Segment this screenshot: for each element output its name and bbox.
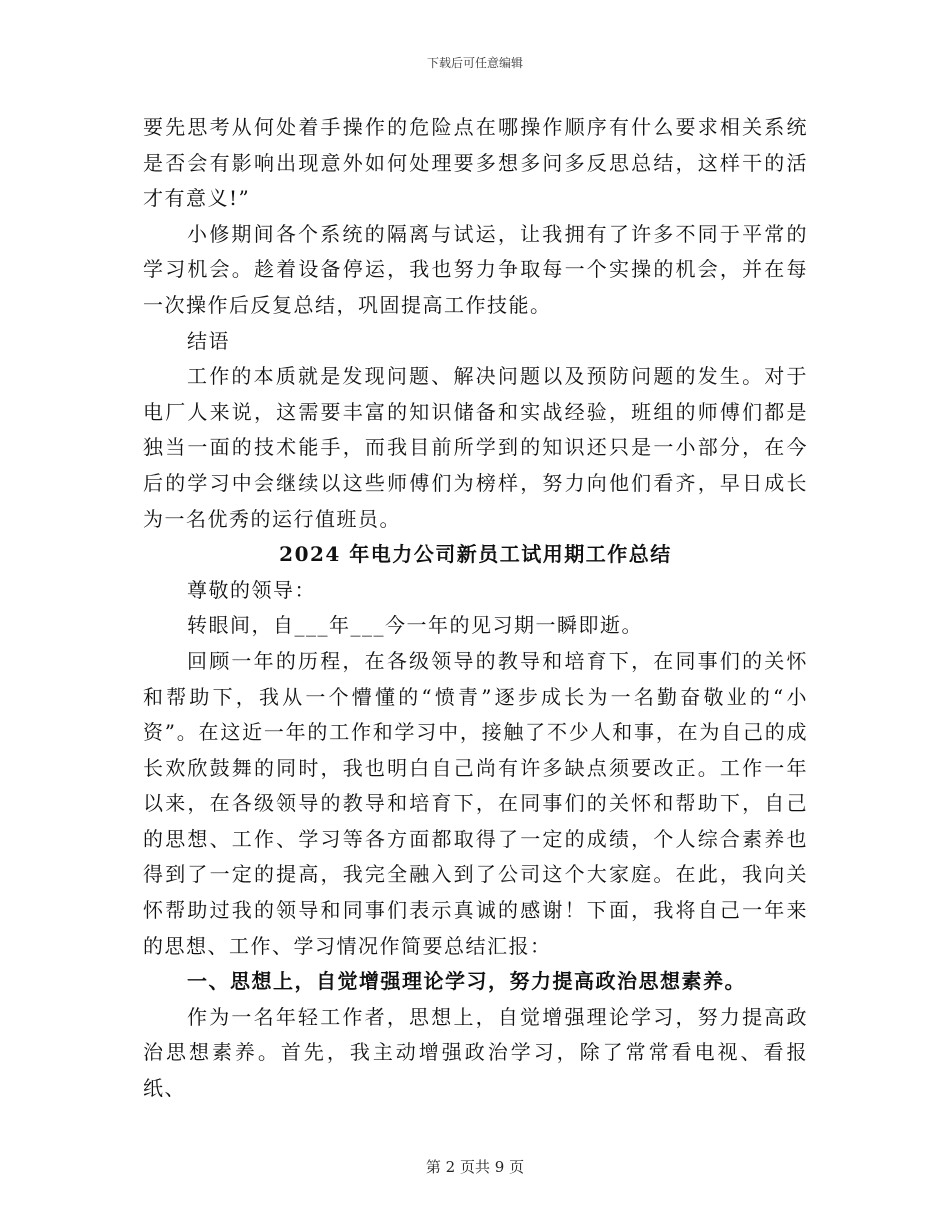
paragraph: 要先思考从何处着手操作的危险点在哪操作顺序有什么要求相关系统是否会有影响出现意外如何处理要多想多问多反思总结，这样干的活才有意义!” xyxy=(143,115,808,211)
paragraph: 转眼间，自___年___今一年的见习期一瞬即逝。 xyxy=(187,613,643,638)
paragraph: 回顾一年的历程，在各级领导的教导和培育下，在同事们的关怀和帮助下，我从一个懵懂的“愤青”逐步成长为一名勤奋敬业的“小资”。在这近一年的工作和学习中，接触了不少人和事，在为自己的成长欢欣鼓舞的同时，我也明白自己尚有许多缺点须要改正。工作一年以来，在各级领导的教导和培育下，在同事们的关怀和帮助下，自己的思想、工作、学习等各方面都取得了一定的成绩，个人综合素养也得到了一定的提高，我完全融入到了公司这个大家庭。在此，我向关怀帮助过我的领导和同事们表示真诚的感谢！下面，我将自己一年来的思想、工作、学习情况作简要总结汇报： xyxy=(143,648,808,958)
salutation: 尊敬的领导： xyxy=(187,577,316,602)
document-title: 2024 年电力公司新员工试用期工作总结 xyxy=(279,542,672,567)
paragraph: 作为一名年轻工作者，思想上，自觉增强理论学习，努力提高政治思想素养。首先，我主动增强政治学习，除了常常看电视、看报纸、 xyxy=(143,1004,808,1101)
paragraph: 工作的本质就是发现问题、解决问题以及预防问题的发生。对于电厂人来说，这需要丰富的知识储备和实战经验，班组的师傅们都是独当一面的技术能手，而我目前所学到的知识还只是一小部分，在今后的学习中会继续以这些师傅们为榜样，努力向他们看齐，早日成长为一名优秀的运行值班员。 xyxy=(143,364,808,531)
page-number: 第 2 页共 9 页 xyxy=(425,1158,525,1176)
section-heading: 一、思想上，自觉增强理论学习，努力提高政治思想素养。 xyxy=(187,969,746,994)
document-body xyxy=(143,110,808,1107)
paragraph: 小修期间各个系统的隔离与试运，让我拥有了许多不同于平常的学习机会。趁着设备停运，我也努力争取每一个实操的机会，并在每一次操作后反复总结，巩固提高工作技能。 xyxy=(143,221,808,317)
page-header: 下载后可任意编辑 xyxy=(426,56,523,70)
section-label: 结语 xyxy=(187,328,230,353)
